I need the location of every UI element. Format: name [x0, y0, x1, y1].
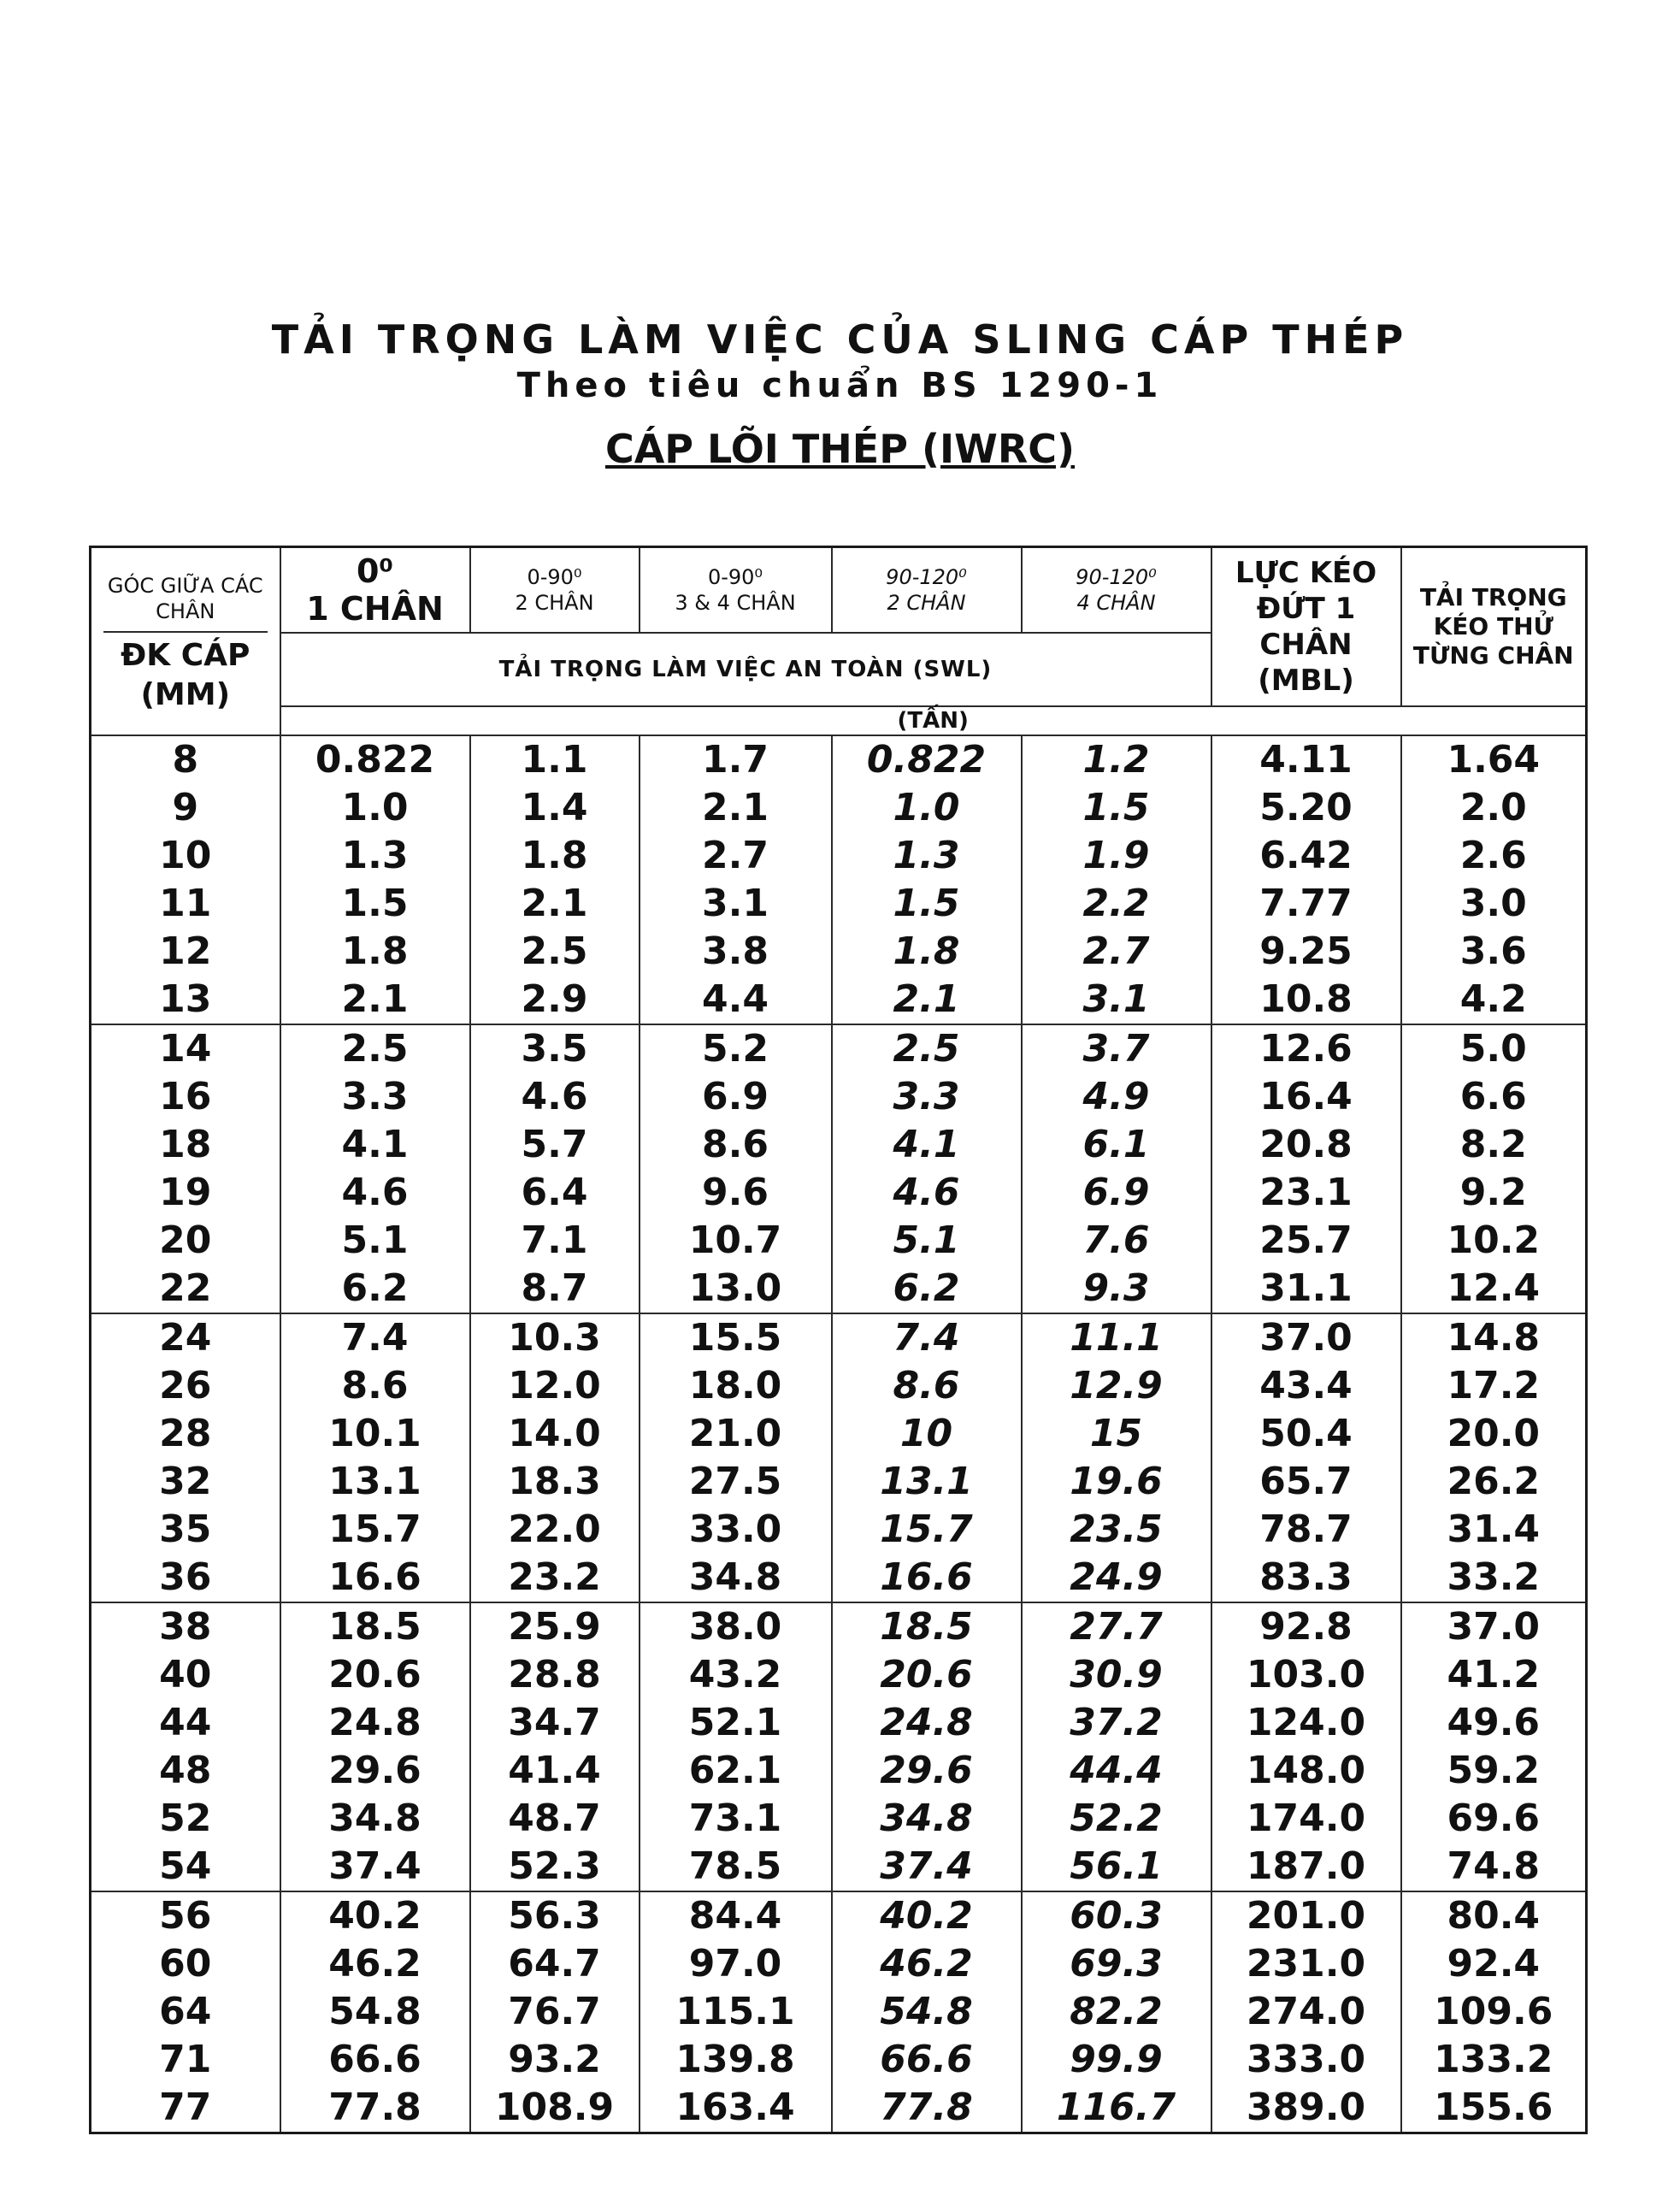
swl-0-90-34legs-cell: 13.0 [640, 1265, 832, 1313]
table-row [91, 784, 1587, 832]
swl-90-120-2legs-cell: 3.3 [832, 1073, 1022, 1121]
mbl-cell: 274.0 [1211, 1988, 1401, 2036]
swl-90-120-4legs-cell: 1.2 [1022, 735, 1211, 784]
swl-90-120-2legs-cell: 7.4 [832, 1313, 1022, 1362]
col-90-120-2legs-legs: 2 CHÂN [887, 590, 966, 615]
test-load-cell: 10.2 [1401, 1217, 1587, 1265]
swl-90-120-2legs-cell: 13.1 [832, 1458, 1022, 1506]
swl-0-90-34legs-cell: 73.1 [640, 1795, 832, 1843]
swl-90-120-4legs-cell: 19.6 [1022, 1458, 1211, 1506]
swl-90-120-2legs-cell: 20.6 [832, 1651, 1022, 1699]
swl-0-90-34legs-cell: 9.6 [640, 1169, 832, 1217]
diameter-cell: 54 [91, 1843, 280, 1891]
unit-label: (TẤN) [280, 706, 1587, 735]
col-header-0-90-2legs [470, 547, 640, 633]
swl-0-90-2legs-cell: 8.7 [470, 1265, 640, 1313]
table-row [91, 1313, 1587, 1362]
swl-0-90-2legs-cell: 1.1 [470, 735, 640, 784]
swl-90-120-4legs-cell: 4.9 [1022, 1073, 1211, 1121]
swl-0-90-34legs-cell: 21.0 [640, 1410, 832, 1458]
swl-90-120-4legs-cell: 37.2 [1022, 1699, 1211, 1747]
swl-0deg-cell: 1.0 [280, 784, 470, 832]
swl-0-90-2legs-cell: 93.2 [470, 2036, 640, 2084]
mbl-cell: 6.42 [1211, 832, 1401, 880]
col-header-90-120-4legs [1022, 547, 1211, 633]
document-title: TẢI TRỌNG LÀM VIỆC CỦA SLING CÁP THÉP [271, 316, 1409, 363]
swl-0deg-cell: 15.7 [280, 1506, 470, 1554]
swl-0-90-2legs-cell: 28.8 [470, 1651, 640, 1699]
mbl-cell: 78.7 [1211, 1506, 1401, 1554]
table-row [91, 880, 1587, 928]
mbl-cell: 7.77 [1211, 880, 1401, 928]
diameter-cell: 40 [91, 1651, 280, 1699]
table-row [91, 1265, 1587, 1313]
swl-90-120-2legs-cell: 10 [832, 1410, 1022, 1458]
swl-0-90-2legs-cell: 52.3 [470, 1843, 640, 1891]
diameter-cell: 77 [91, 2084, 280, 2133]
swl-0-90-2legs-cell: 4.6 [470, 1073, 640, 1121]
table-row [91, 1795, 1587, 1843]
swl-0deg-cell: 1.8 [280, 928, 470, 976]
diameter-cell: 26 [91, 1362, 280, 1410]
diameter-cell: 35 [91, 1506, 280, 1554]
mbl-cell: 231.0 [1211, 1940, 1401, 1988]
swl-90-120-4legs-cell: 9.3 [1022, 1265, 1211, 1313]
swl-0-90-2legs-cell: 41.4 [470, 1747, 640, 1795]
swl-0-90-34legs-cell: 38.0 [640, 1602, 832, 1651]
test-load-cell: 17.2 [1401, 1362, 1587, 1410]
swl-90-120-4legs-cell: 7.6 [1022, 1217, 1211, 1265]
diameter-cell: 36 [91, 1554, 280, 1602]
swl-0-90-34legs-cell: 163.4 [640, 2084, 832, 2133]
mbl-cell: 148.0 [1211, 1747, 1401, 1795]
test-load-cell: 37.0 [1401, 1602, 1587, 1651]
swl-0deg-cell: 18.5 [280, 1602, 470, 1651]
swl-90-120-2legs-cell: 2.1 [832, 976, 1022, 1024]
swl-0deg-cell: 2.1 [280, 976, 470, 1024]
col-0-90-34legs-angle: 0-90⁰ [707, 564, 763, 589]
diameter-cell: 8 [91, 735, 280, 784]
diameter-cell: 16 [91, 1073, 280, 1121]
swl-0-90-2legs-cell: 1.4 [470, 784, 640, 832]
test-load-cell: 5.0 [1401, 1024, 1587, 1073]
swl-90-120-4legs-cell: 99.9 [1022, 2036, 1211, 2084]
table-row [91, 1940, 1587, 1988]
test-load-cell: 26.2 [1401, 1458, 1587, 1506]
swl-0-90-34legs-cell: 8.6 [640, 1121, 832, 1169]
diameter-cell: 12 [91, 928, 280, 976]
swl-0deg-cell: 1.5 [280, 880, 470, 928]
col-90-120-2legs-angle: 90-120⁰ [886, 564, 967, 589]
swl-0-90-34legs-cell: 33.0 [640, 1506, 832, 1554]
swl-0-90-34legs-cell: 18.0 [640, 1362, 832, 1410]
table-row [91, 1073, 1587, 1121]
test-load-cell: 3.6 [1401, 928, 1587, 976]
diameter-cell: 64 [91, 1988, 280, 2036]
swl-0-90-2legs-cell: 64.7 [470, 1940, 640, 1988]
table-row [91, 1602, 1587, 1651]
col-header-0-90-34legs [640, 547, 832, 633]
mbl-cell: 187.0 [1211, 1843, 1401, 1891]
diameter-cell: 52 [91, 1795, 280, 1843]
mbl-cell: 9.25 [1211, 928, 1401, 976]
swl-0deg-cell: 16.6 [280, 1554, 470, 1602]
swl-90-120-2legs-cell: 46.2 [832, 1940, 1022, 1988]
table-row [91, 2036, 1587, 2084]
diameter-cell: 19 [91, 1169, 280, 1217]
swl-90-120-2legs-cell: 1.8 [832, 928, 1022, 976]
swl-0-90-2legs-cell: 18.3 [470, 1458, 640, 1506]
swl-0deg-cell: 4.1 [280, 1121, 470, 1169]
cable-diameter-label: ĐK CÁP (MM) [121, 637, 251, 712]
swl-90-120-4legs-cell: 11.1 [1022, 1313, 1211, 1362]
swl-0-90-2legs-cell: 1.8 [470, 832, 640, 880]
test-load-cell: 133.2 [1401, 2036, 1587, 2084]
swl-90-120-4legs-cell: 30.9 [1022, 1651, 1211, 1699]
table-row [91, 1410, 1587, 1458]
swl-90-120-4legs-cell: 24.9 [1022, 1554, 1211, 1602]
swl-0-90-34legs-cell: 139.8 [640, 2036, 832, 2084]
angle-between-legs-label: GÓC GIỮA CÁC CHÂN [103, 568, 268, 633]
table-row [91, 1362, 1587, 1410]
test-load-cell: 8.2 [1401, 1121, 1587, 1169]
test-load-cell: 2.6 [1401, 832, 1587, 880]
swl-0-90-34legs-cell: 3.8 [640, 928, 832, 976]
swl-0-90-2legs-cell: 48.7 [470, 1795, 640, 1843]
swl-90-120-4legs-cell: 1.5 [1022, 784, 1211, 832]
swl-90-120-2legs-cell: 24.8 [832, 1699, 1022, 1747]
mbl-cell: 12.6 [1211, 1024, 1401, 1073]
swl-0-90-2legs-cell: 108.9 [470, 2084, 640, 2133]
swl-90-120-2legs-cell: 29.6 [832, 1747, 1022, 1795]
diameter-cell: 60 [91, 1940, 280, 1988]
table-row [91, 1458, 1587, 1506]
swl-90-120-2legs-cell: 37.4 [832, 1843, 1022, 1891]
swl-0-90-2legs-cell: 5.7 [470, 1121, 640, 1169]
swl-0deg-cell: 5.1 [280, 1217, 470, 1265]
swl-0deg-cell: 66.6 [280, 2036, 470, 2084]
swl-90-120-4legs-cell: 1.9 [1022, 832, 1211, 880]
test-load-cell: 6.6 [1401, 1073, 1587, 1121]
swl-0-90-2legs-cell: 14.0 [470, 1410, 640, 1458]
test-load-cell: 2.0 [1401, 784, 1587, 832]
diameter-cell: 28 [91, 1410, 280, 1458]
mbl-cell: 333.0 [1211, 2036, 1401, 2084]
swl-table [89, 546, 1588, 2134]
table-row [91, 1747, 1587, 1795]
swl-90-120-2legs-cell: 4.1 [832, 1121, 1022, 1169]
swl-0deg-cell: 54.8 [280, 1988, 470, 2036]
swl-90-120-2legs-cell: 1.5 [832, 880, 1022, 928]
swl-0-90-34legs-cell: 62.1 [640, 1747, 832, 1795]
diameter-cell: 71 [91, 2036, 280, 2084]
col-90-120-4legs-legs: 4 CHÂN [1076, 590, 1156, 615]
test-load-cell: 155.6 [1401, 2084, 1587, 2133]
test-load-cell: 3.0 [1401, 880, 1587, 928]
swl-90-120-4legs-cell: 15 [1022, 1410, 1211, 1458]
swl-0-90-2legs-cell: 22.0 [470, 1506, 640, 1554]
swl-0deg-cell: 20.6 [280, 1651, 470, 1699]
swl-0-90-34legs-cell: 34.8 [640, 1554, 832, 1602]
swl-90-120-2legs-cell: 1.3 [832, 832, 1022, 880]
diameter-cell: 48 [91, 1747, 280, 1795]
diameter-cell: 14 [91, 1024, 280, 1073]
swl-0deg-cell: 2.5 [280, 1024, 470, 1073]
table-row [91, 1169, 1587, 1217]
col-header-0deg [280, 547, 470, 633]
table-row [91, 1891, 1587, 1940]
mbl-cell: 389.0 [1211, 2084, 1401, 2133]
corner-header-cell [91, 547, 280, 735]
table-row [91, 1843, 1587, 1891]
swl-90-120-4legs-cell: 6.1 [1022, 1121, 1211, 1169]
swl-0-90-34legs-cell: 2.1 [640, 784, 832, 832]
mbl-cell: 50.4 [1211, 1410, 1401, 1458]
mbl-cell: 37.0 [1211, 1313, 1401, 1362]
swl-0deg-cell: 24.8 [280, 1699, 470, 1747]
swl-0deg-cell: 1.3 [280, 832, 470, 880]
swl-0deg-cell: 29.6 [280, 1747, 470, 1795]
col-0-90-2legs-angle: 0-90⁰ [527, 564, 582, 589]
mbl-cell: 65.7 [1211, 1458, 1401, 1506]
mbl-cell: 83.3 [1211, 1554, 1401, 1602]
section-heading: CÁP LÕI THÉP (IWRC) [604, 426, 1076, 472]
test-load-cell: 109.6 [1401, 1988, 1587, 2036]
mbl-cell: 174.0 [1211, 1795, 1401, 1843]
swl-0-90-34legs-cell: 2.7 [640, 832, 832, 880]
swl-90-120-2legs-cell: 4.6 [832, 1169, 1022, 1217]
swl-90-120-4legs-cell: 82.2 [1022, 1988, 1211, 2036]
diameter-cell: 24 [91, 1313, 280, 1362]
col-0deg-angle: 0⁰ [356, 552, 394, 590]
swl-0-90-34legs-cell: 43.2 [640, 1651, 832, 1699]
swl-0-90-2legs-cell: 6.4 [470, 1169, 640, 1217]
swl-0-90-2legs-cell: 76.7 [470, 1988, 640, 2036]
swl-90-120-2legs-cell: 6.2 [832, 1265, 1022, 1313]
swl-0-90-2legs-cell: 12.0 [470, 1362, 640, 1410]
swl-0-90-34legs-cell: 27.5 [640, 1458, 832, 1506]
mbl-cell: 20.8 [1211, 1121, 1401, 1169]
swl-90-120-4legs-cell: 3.1 [1022, 976, 1211, 1024]
table-row [91, 928, 1587, 976]
swl-90-120-2legs-cell: 34.8 [832, 1795, 1022, 1843]
swl-90-120-4legs-cell: 60.3 [1022, 1891, 1211, 1940]
test-load-cell: 80.4 [1401, 1891, 1587, 1940]
swl-90-120-2legs-cell: 1.0 [832, 784, 1022, 832]
swl-0-90-2legs-cell: 25.9 [470, 1602, 640, 1651]
test-load-cell: 20.0 [1401, 1410, 1587, 1458]
swl-0deg-cell: 46.2 [280, 1940, 470, 1988]
swl-0-90-2legs-cell: 23.2 [470, 1554, 640, 1602]
swl-0deg-cell: 13.1 [280, 1458, 470, 1506]
swl-90-120-2legs-cell: 15.7 [832, 1506, 1022, 1554]
swl-90-120-2legs-cell: 66.6 [832, 2036, 1022, 2084]
swl-90-120-2legs-cell: 2.5 [832, 1024, 1022, 1073]
test-load-cell: 4.2 [1401, 976, 1587, 1024]
swl-0-90-34legs-cell: 1.7 [640, 735, 832, 784]
swl-0deg-cell: 3.3 [280, 1073, 470, 1121]
swl-0-90-34legs-cell: 3.1 [640, 880, 832, 928]
swl-90-120-2legs-cell: 16.6 [832, 1554, 1022, 1602]
mbl-cell: 4.11 [1211, 735, 1401, 784]
col-header-test-load: TẢI TRỌNG KÉO THỬ TỪNG CHÂN [1401, 547, 1587, 706]
table-row [91, 1121, 1587, 1169]
diameter-cell: 13 [91, 976, 280, 1024]
test-load-cell: 12.4 [1401, 1265, 1587, 1313]
swl-90-120-4legs-cell: 52.2 [1022, 1795, 1211, 1843]
swl-0-90-2legs-cell: 3.5 [470, 1024, 640, 1073]
col-0-90-2legs-legs: 2 CHÂN [515, 590, 594, 615]
swl-90-120-4legs-cell: 3.7 [1022, 1024, 1211, 1073]
diameter-cell: 9 [91, 784, 280, 832]
mbl-cell: 5.20 [1211, 784, 1401, 832]
swl-0deg-cell: 37.4 [280, 1843, 470, 1891]
test-load-cell: 69.6 [1401, 1795, 1587, 1843]
swl-0-90-34legs-cell: 97.0 [640, 1940, 832, 1988]
table-row [91, 976, 1587, 1024]
swl-0-90-34legs-cell: 115.1 [640, 1988, 832, 2036]
swl-90-120-2legs-cell: 8.6 [832, 1362, 1022, 1410]
mbl-cell: 43.4 [1211, 1362, 1401, 1410]
swl-90-120-2legs-cell: 77.8 [832, 2084, 1022, 2133]
table-row [91, 1554, 1587, 1602]
mbl-cell: 16.4 [1211, 1073, 1401, 1121]
swl-0-90-2legs-cell: 34.7 [470, 1699, 640, 1747]
col-0deg-legs: 1 CHÂN [306, 589, 444, 628]
swl-0-90-2legs-cell: 7.1 [470, 1217, 640, 1265]
diameter-cell: 22 [91, 1265, 280, 1313]
test-load-cell: 14.8 [1401, 1313, 1587, 1362]
diameter-cell: 20 [91, 1217, 280, 1265]
swl-0-90-2legs-cell: 2.9 [470, 976, 640, 1024]
swl-0deg-cell: 4.6 [280, 1169, 470, 1217]
swl-90-120-2legs-cell: 54.8 [832, 1988, 1022, 2036]
swl-0deg-cell: 6.2 [280, 1265, 470, 1313]
swl-0-90-2legs-cell: 56.3 [470, 1891, 640, 1940]
mbl-cell: 124.0 [1211, 1699, 1401, 1747]
swl-0-90-34legs-cell: 5.2 [640, 1024, 832, 1073]
swl-label: TẢI TRỌNG LÀM VIỆC AN TOÀN (SWL) [280, 633, 1211, 706]
col-header-90-120-2legs [832, 547, 1022, 633]
col-0-90-34legs-legs: 3 & 4 CHÂN [675, 590, 796, 615]
diameter-cell: 11 [91, 880, 280, 928]
table-body [91, 735, 1587, 2133]
col-90-120-4legs-angle: 90-120⁰ [1076, 564, 1157, 589]
swl-0deg-cell: 10.1 [280, 1410, 470, 1458]
swl-0deg-cell: 77.8 [280, 2084, 470, 2133]
mbl-cell: 103.0 [1211, 1651, 1401, 1699]
diameter-cell: 32 [91, 1458, 280, 1506]
test-load-cell: 33.2 [1401, 1554, 1587, 1602]
mbl-cell: 23.1 [1211, 1169, 1401, 1217]
swl-0-90-2legs-cell: 2.5 [470, 928, 640, 976]
swl-90-120-4legs-cell: 56.1 [1022, 1843, 1211, 1891]
swl-0-90-34legs-cell: 15.5 [640, 1313, 832, 1362]
mbl-cell: 31.1 [1211, 1265, 1401, 1313]
test-load-cell: 49.6 [1401, 1699, 1587, 1747]
swl-0deg-cell: 34.8 [280, 1795, 470, 1843]
mbl-cell: 92.8 [1211, 1602, 1401, 1651]
table-row [91, 735, 1587, 784]
swl-0-90-34legs-cell: 4.4 [640, 976, 832, 1024]
test-load-cell: 92.4 [1401, 1940, 1587, 1988]
swl-90-120-4legs-cell: 23.5 [1022, 1506, 1211, 1554]
swl-0deg-cell: 40.2 [280, 1891, 470, 1940]
table-row [91, 832, 1587, 880]
swl-0-90-34legs-cell: 10.7 [640, 1217, 832, 1265]
test-load-cell: 41.2 [1401, 1651, 1587, 1699]
table-row [91, 1699, 1587, 1747]
swl-90-120-2legs-cell: 5.1 [832, 1217, 1022, 1265]
table-row [91, 1651, 1587, 1699]
swl-0deg-cell: 8.6 [280, 1362, 470, 1410]
swl-0-90-2legs-cell: 2.1 [470, 880, 640, 928]
test-load-cell: 59.2 [1401, 1747, 1587, 1795]
swl-0-90-34legs-cell: 6.9 [640, 1073, 832, 1121]
test-load-cell: 31.4 [1401, 1506, 1587, 1554]
swl-0deg-cell: 0.822 [280, 735, 470, 784]
diameter-cell: 56 [91, 1891, 280, 1940]
mbl-cell: 25.7 [1211, 1217, 1401, 1265]
swl-0-90-2legs-cell: 10.3 [470, 1313, 640, 1362]
swl-90-120-4legs-cell: 12.9 [1022, 1362, 1211, 1410]
swl-90-120-4legs-cell: 69.3 [1022, 1940, 1211, 1988]
swl-0deg-cell: 7.4 [280, 1313, 470, 1362]
diameter-cell: 18 [91, 1121, 280, 1169]
table-row [91, 1024, 1587, 1073]
swl-0-90-34legs-cell: 84.4 [640, 1891, 832, 1940]
col-header-mbl: LỰC KÉO ĐỨT 1 CHÂN (MBL) [1211, 547, 1401, 706]
document-subtitle: Theo tiêu chuẩn BS 1290-1 [516, 366, 1164, 405]
swl-90-120-4legs-cell: 6.9 [1022, 1169, 1211, 1217]
table-row [91, 1988, 1587, 2036]
test-load-cell: 74.8 [1401, 1843, 1587, 1891]
table-row [91, 1506, 1587, 1554]
test-load-cell: 9.2 [1401, 1169, 1587, 1217]
mbl-cell: 10.8 [1211, 976, 1401, 1024]
diameter-cell: 38 [91, 1602, 280, 1651]
mbl-cell: 201.0 [1211, 1891, 1401, 1940]
swl-90-120-4legs-cell: 2.7 [1022, 928, 1211, 976]
swl-90-120-2legs-cell: 18.5 [832, 1602, 1022, 1651]
swl-90-120-2legs-cell: 0.822 [832, 735, 1022, 784]
swl-0-90-34legs-cell: 78.5 [640, 1843, 832, 1891]
diameter-cell: 10 [91, 832, 280, 880]
swl-90-120-4legs-cell: 2.2 [1022, 880, 1211, 928]
swl-0-90-34legs-cell: 52.1 [640, 1699, 832, 1747]
test-load-cell: 1.64 [1401, 735, 1587, 784]
table-row [91, 2084, 1587, 2133]
swl-90-120-2legs-cell: 40.2 [832, 1891, 1022, 1940]
diameter-cell: 44 [91, 1699, 280, 1747]
table-row [91, 1217, 1587, 1265]
swl-90-120-4legs-cell: 44.4 [1022, 1747, 1211, 1795]
swl-90-120-4legs-cell: 27.7 [1022, 1602, 1211, 1651]
swl-90-120-4legs-cell: 116.7 [1022, 2084, 1211, 2133]
